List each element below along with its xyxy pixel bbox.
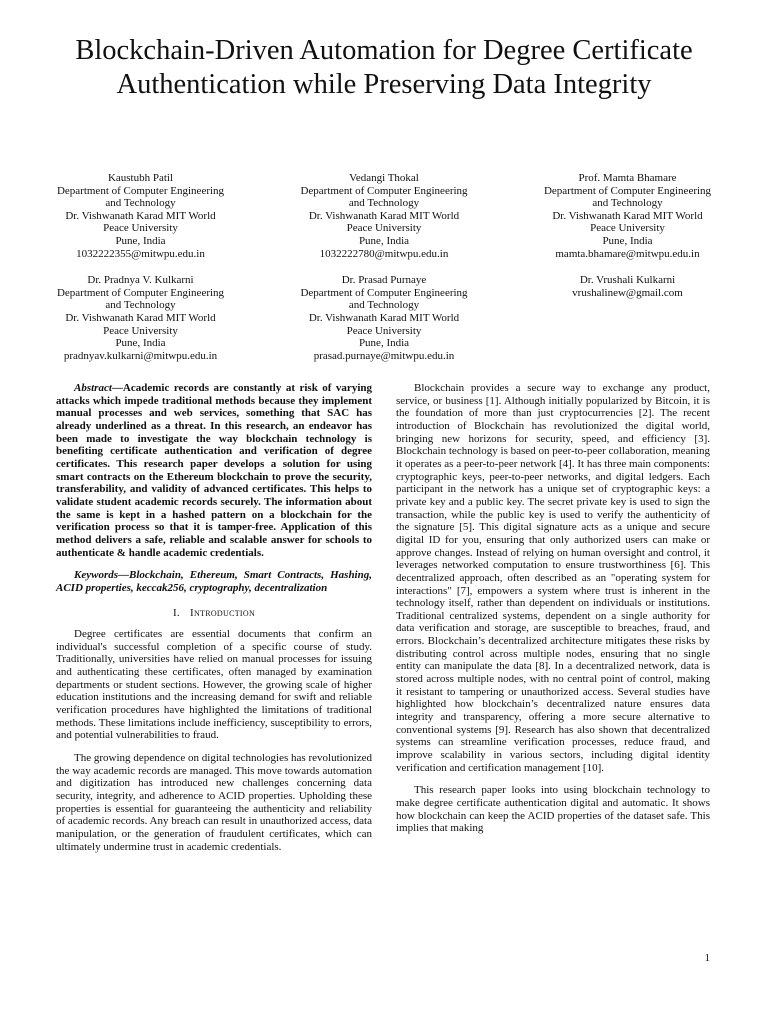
- abstract-label: Abstract: [74, 382, 112, 394]
- author-location: Pune, India: [358, 337, 410, 350]
- author-email: mamta.bhamare@mitwpu.edu.in: [555, 247, 700, 260]
- author-dept: and Technology: [105, 299, 176, 312]
- author-email: 1032222780@mitwpu.edu.in: [319, 247, 449, 260]
- author-name: Kaustubh Patil: [107, 172, 174, 184]
- right-paragraph-2: This research paper looks into using blockchain technology to make degree certificate authentication digital and automatic. It shows how blockchain can keep the ACID properties of the dataset safe. This implies that making: [396, 784, 710, 835]
- abstract: [56, 382, 372, 559]
- author-dept: Department of Computer Engineering: [300, 184, 468, 197]
- intro-paragraph-2: The growing dependence on digital technologies has revolutionized the way academic records are managed. This move towards automation and digitization has introduced new challenges concerning data security, integrity, and adherence to ACID properties. Upholding these properties is essential for guaranteeing the authenticity and reliability of academic records. Any breach can result in unauthorized access, data manipulation, or the generation of fraudulent certificates, which can ultimately undermine trust in academic credentials.: [56, 752, 372, 853]
- keywords: [56, 569, 372, 594]
- author-kaustubh-patil: [28, 172, 253, 260]
- page-number: 1: [704, 952, 710, 964]
- author-university: Dr. Vishwanath Karad MIT World: [65, 311, 216, 324]
- author-name: Vedangi Thokal: [349, 172, 419, 184]
- author-block: [28, 172, 740, 362]
- author-university: Dr. Vishwanath Karad MIT World: [552, 209, 703, 222]
- author-prasad-purnaye: [272, 274, 497, 362]
- author-university: Dr. Vishwanath Karad MIT World: [65, 209, 216, 222]
- author-dept: and Technology: [105, 197, 176, 210]
- author-university: Peace University: [346, 324, 422, 337]
- keywords-dash: —: [118, 569, 129, 582]
- author-dept: Department of Computer Engineering: [56, 286, 225, 299]
- author-dept: Department of Computer Engineering: [56, 184, 225, 197]
- author-vedangi-thokal: [272, 172, 497, 260]
- right-column: [396, 382, 710, 835]
- author-email: pradnyav.kulkarni@mitwpu.edu.in: [63, 349, 218, 362]
- author-name: Prof. Mamta Bhamare: [578, 172, 677, 184]
- intro-paragraph-1: Degree certificates are essential documents that confirm an individual's successful completion of a specific course of study. Traditionally, universities have relied on manual processes for issuing and authenticating these certificates, often managed by examination departments or student sections. However, the growing scale of higher education institutions and the increasing demand for swift and reliable verification procedures have highlighted the limitations of traditional methods. These limitations include inefficiency, susceptibility to errors, and potential vulnerabilities to fraud.: [56, 628, 372, 742]
- author-row-2: [28, 274, 740, 362]
- author-university: Peace University: [103, 222, 178, 235]
- author-university: Dr. Vishwanath Karad MIT World: [308, 209, 460, 222]
- author-name: Dr. Pradnya V. Kulkarni: [87, 274, 194, 287]
- author-university: Peace University: [103, 324, 178, 337]
- abstract-text: Academic records are constantly at risk of varying attacks which impede traditional methods because they implement manual processes and web services, something that SAC has already underlined as a threat. In this research, an endeavor has been made to investigate the way blockchain technology is benefiting certificate authentication and verification of degree certificates. This research paper develops a solution for using smart contracts on the Ethereum blockchain to prove the security, transferability, and validity of advanced certificates. This helps to validate student academic records securely. The information about the same is kept in a hashed pattern on a blockchain for the verification process so that it is tamper-free. Application of this method delivers a safe, reliable and scalable answer for schools to authenticate & handle academic credentials.: [56, 382, 372, 559]
- author-dept: Department of Computer Engineering: [300, 286, 468, 299]
- author-pradnya-kulkarni: [28, 274, 253, 362]
- author-dept: and Technology: [592, 197, 663, 210]
- section-title: Introduction: [189, 606, 256, 619]
- abstract-dash: —: [111, 382, 123, 394]
- author-name: Dr. Vrushali Kulkarni: [579, 274, 676, 287]
- author-dept: and Technology: [348, 299, 420, 312]
- paper-title: Blockchain-Driven Automation for Degree Certificate Authentication while Preserving Data Integrity: [75, 35, 693, 100]
- section-heading-introduction: [56, 607, 372, 620]
- keywords-text: Blockchain, Ethereum, Smart Contracts, Hashing, ACID properties, keccak256, cryptography, decentralization: [56, 569, 372, 594]
- author-vrushali-kulkarni: [515, 274, 740, 362]
- author-university: Peace University: [346, 222, 422, 235]
- author-location: Pune, India: [115, 337, 166, 350]
- left-column: [56, 382, 372, 853]
- author-email: 1032222355@mitwpu.edu.in: [76, 247, 205, 260]
- author-email: vrushalinew@gmail.com: [572, 286, 683, 299]
- author-dept: and Technology: [348, 197, 420, 210]
- author-name: Dr. Prasad Purnaye: [341, 274, 427, 287]
- author-location: Pune, India: [602, 234, 653, 247]
- author-email: prasad.purnaye@mitwpu.edu.in: [313, 349, 455, 362]
- author-row-1: [28, 172, 740, 260]
- author-mamta-bhamare: [515, 172, 740, 260]
- section-number: I.: [172, 606, 180, 619]
- author-university: Peace University: [590, 222, 665, 235]
- keywords-label: Keywords: [74, 569, 118, 582]
- author-university: Dr. Vishwanath Karad MIT World: [308, 311, 460, 324]
- author-location: Pune, India: [115, 234, 166, 247]
- author-dept: Department of Computer Engineering: [543, 184, 712, 197]
- right-paragraph-1: Blockchain provides a secure way to exchange any product, service, or business [1]. Although initially popularized by Bitcoin, it is the foundation of more than just cryptocurrencies [2]. The recent introduction of Blockchain has revolutionized the digital world, bringing new horizons for security, speed, and efficiency [3]. Blockchain technology is based on peer-to-peer collaboration, meaning it operates as a peer-to-peer network [4]. It has three main components: cryptographic keys, peer-to-peer networks, and digital ledgers. Each participant in the network has a unique set of cryptographic keys: a private key and a public key. The secret private key is used to sign the transaction, while the public key is used to verify the authenticity of the signature [5]. This digital signature acts as a unique and secure digital ID for you, ensuring that only authorized users can make or approve changes. Instead of relying on human oversight and control, it leverages networked computation to ensure trustworthiness [6]. This decentralized approach, often described as an "operating system for interactions" [7], empowers a system where trust is inherent in the technology itself, rather than dependent on individuals or institutions. Traditional centralized systems, dependent on a single authority for data verification and storage, are susceptible to breaches, fraud, and errors. Blockchain’s decentralized architecture mitigates these risks by distributing control across multiple nodes, ensuring that no single entity can manipulate the data [8]. In a decentralized network, data is stored across multiple nodes, with no central point of control, making it resistant to tampering or unauthorized access. Several studies have highlighted how blockchain’s decentralized nature ensures data integrity and transparency, offering a more secure alternative to conventional systems [9]. Research has also shown that decentralized systems can streamline verification processes, reduce fraud, and improve scalability in various sectors, including digital identity verification and certification management [10].: [396, 382, 710, 774]
- author-location: Pune, India: [358, 234, 410, 247]
